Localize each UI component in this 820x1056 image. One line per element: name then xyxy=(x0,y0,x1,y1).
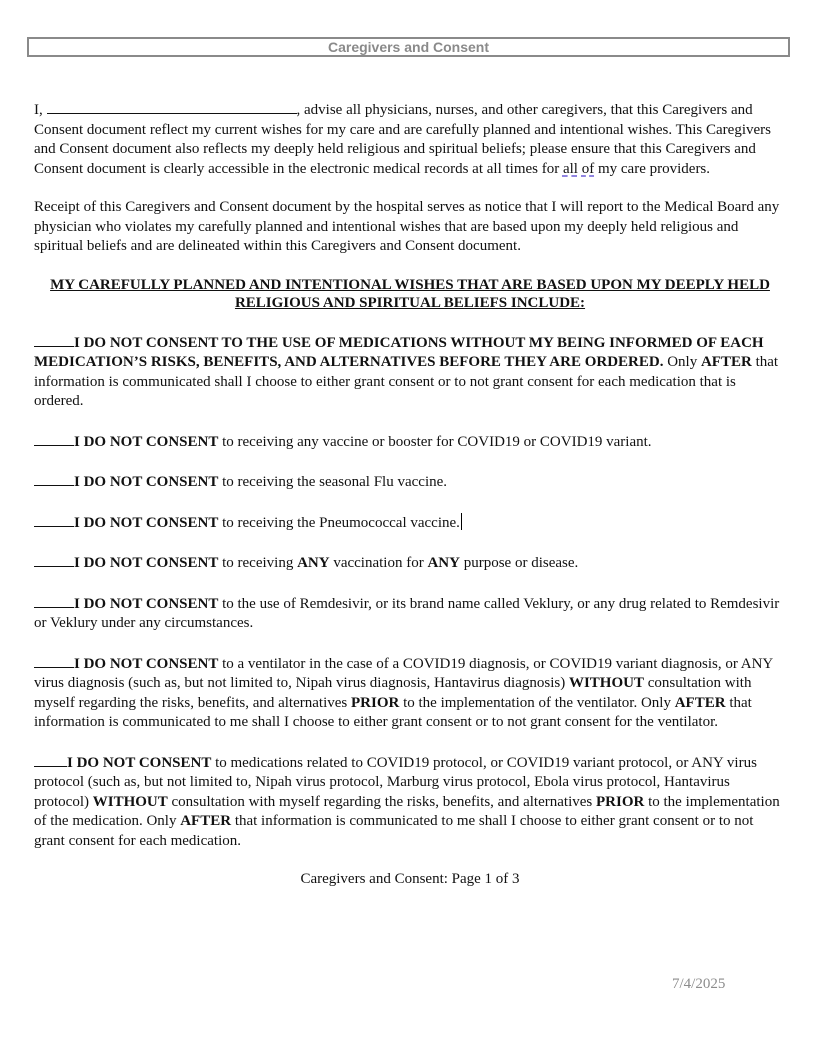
consent-item-flu-vaccine xyxy=(34,471,786,493)
consent-item-text: vaccination for xyxy=(329,555,428,571)
wishes-heading: MY CAREFULLY PLANNED AND INTENTIONAL WISHES THAT ARE BASED UPON MY DEEPLY HELD RELIGIOUS AND SPIRITUAL BELIEFS INCLUDE: xyxy=(50,276,770,311)
document-body xyxy=(34,99,786,890)
consent-item-text: to a ventilator in the case of a COVID19 diagnosis, or COVID19 variant diagnosis, or ANY virus diagnosis (such as, but not limited to, Nipah virus diagnosis, Hantavirus diagnosis) xyxy=(34,655,773,691)
consent-item-text: to receiving the seasonal Flu vaccine. xyxy=(218,474,448,490)
consent-item-bold: I DO NOT CONSENT xyxy=(74,655,219,672)
consent-item-text: consultation with myself regarding the risks, benefits, and alternatives xyxy=(34,675,752,711)
page-date: 7/4/2025 xyxy=(672,976,726,992)
initial-blank-line[interactable] xyxy=(34,552,74,567)
initial-blank-line[interactable] xyxy=(34,512,74,527)
consent-item-bold: I DO NOT CONSENT xyxy=(74,555,219,571)
intro-paragraph xyxy=(34,99,786,179)
page-footer: Caregivers and Consent: Page 1 of 3 xyxy=(300,871,520,887)
notice-paragraph: Receipt of this Caregivers and Consent document by the hospital serves as notice that I will report to the Medical Board any physician who violates my carefully planned and intentional wishes that are based upon my deeply held religious and spiritual beliefs and are delineated within this Caregivers and Consent document. xyxy=(34,199,780,254)
consent-item-text: consultation with myself regarding the risks, benefits, and alternatives xyxy=(167,793,596,810)
consent-item-bold: AFTER xyxy=(180,813,232,829)
consent-item-bold: PRIOR xyxy=(595,793,645,810)
consent-item-bold: I DO NOT CONSENT xyxy=(74,595,219,612)
consent-item-bold: WITHOUT xyxy=(92,793,168,810)
initial-blank-line[interactable] xyxy=(34,653,74,668)
consent-item-remdesivir xyxy=(34,593,786,634)
consent-item-bold: PRIOR xyxy=(351,694,400,711)
consent-item-text: to receiving any vaccine or booster for COVID19 or COVID19 variant. xyxy=(218,433,652,450)
consent-item-bold: I DO NOT CONSENT xyxy=(74,514,219,531)
initial-blank-line[interactable] xyxy=(34,332,74,347)
initial-blank-line[interactable] xyxy=(34,471,74,486)
intro-prefix: I, xyxy=(34,102,47,118)
consent-item-any-vaccination xyxy=(34,552,786,574)
text-cursor xyxy=(461,513,463,530)
consent-item-bold: AFTER xyxy=(674,694,726,711)
initial-blank-line[interactable] xyxy=(34,752,67,767)
consent-item-ventilator xyxy=(34,653,786,733)
consent-item-bold: AFTER xyxy=(700,354,752,370)
consent-item-text: that information is communicated to me shall I choose to either grant consent or to not grant consent for each medication. xyxy=(34,813,754,849)
intro-end: my care providers. xyxy=(594,160,711,177)
consent-item-bold: I DO NOT CONSENT TO THE USE OF MEDICATIONS WITHOUT MY BEING INFORMED OF EACH MEDICATION’S RISKS, BENEFITS, AND ALTERNATIVES BEFORE THEY ARE ORDERED. xyxy=(34,334,764,370)
consent-item-protocol-medications xyxy=(34,752,786,852)
consent-item-text: to the use of Remdesivir, or its brand name called Veklury, or any drug related to Remdesivir or Veklury under any circumstances. xyxy=(34,595,780,631)
consent-item-text: to receiving xyxy=(218,555,298,571)
consent-item-bold: ANY xyxy=(427,555,460,571)
consent-item-text: Only xyxy=(663,354,701,370)
initial-blank-line[interactable] xyxy=(34,593,74,608)
header-title: Caregivers and Consent xyxy=(327,39,490,55)
consent-item-bold: I DO NOT CONSENT xyxy=(74,433,219,450)
header-box xyxy=(27,37,790,57)
consent-item-bold: ANY xyxy=(297,555,330,571)
consent-item-bold: I DO NOT CONSENT xyxy=(67,754,212,771)
consent-item-bold: WITHOUT xyxy=(568,675,644,691)
consent-item-text: that information is communicated to me shall I choose to either grant consent or to not grant consent for the ventilator. xyxy=(34,694,752,730)
consent-item-text: that information is communicated shall I choose to either grant consent or to not grant consent for each medication that is ordered. xyxy=(34,354,779,409)
intro-suffix: , advise all physicians, nurses, and other caregivers, that this Caregivers and Consent document reflect my current wishes for my care and are carefully planned and intentional wishes. This Caregivers and Consent document also reflects my deeply held religious and spiritual beliefs; please ensure that this Caregivers and Consent document is clearly accessible in the electronic medical records at all times for xyxy=(34,102,771,177)
consent-item-text: to the implementation of the ventilator. Only xyxy=(399,694,675,711)
consent-item-covid-vaccine xyxy=(34,431,786,453)
initial-blank-line[interactable] xyxy=(34,431,74,446)
spellcheck-word-all[interactable]: all xyxy=(562,160,578,177)
consent-item-text: to the implementation of the medication. Only xyxy=(34,793,780,829)
consent-item-pneumococcal-vaccine xyxy=(34,512,786,534)
consent-item-text: purpose or disease. xyxy=(459,555,579,571)
consent-item-medications xyxy=(34,332,786,412)
consent-item-text: to medications related to COVID19 protocol, or COVID19 variant protocol, or ANY virus protocol (such as, but not limited to, Nipah virus protocol, Marburg virus protocol, Ebola virus protocol, Hantavirus protocol) xyxy=(34,754,757,810)
spellcheck-word-of[interactable]: of xyxy=(581,160,595,177)
consent-item-bold: I DO NOT CONSENT xyxy=(74,474,219,490)
consent-item-text: to receiving the Pneumococcal vaccine. xyxy=(218,514,460,531)
name-blank-line[interactable] xyxy=(47,99,297,114)
